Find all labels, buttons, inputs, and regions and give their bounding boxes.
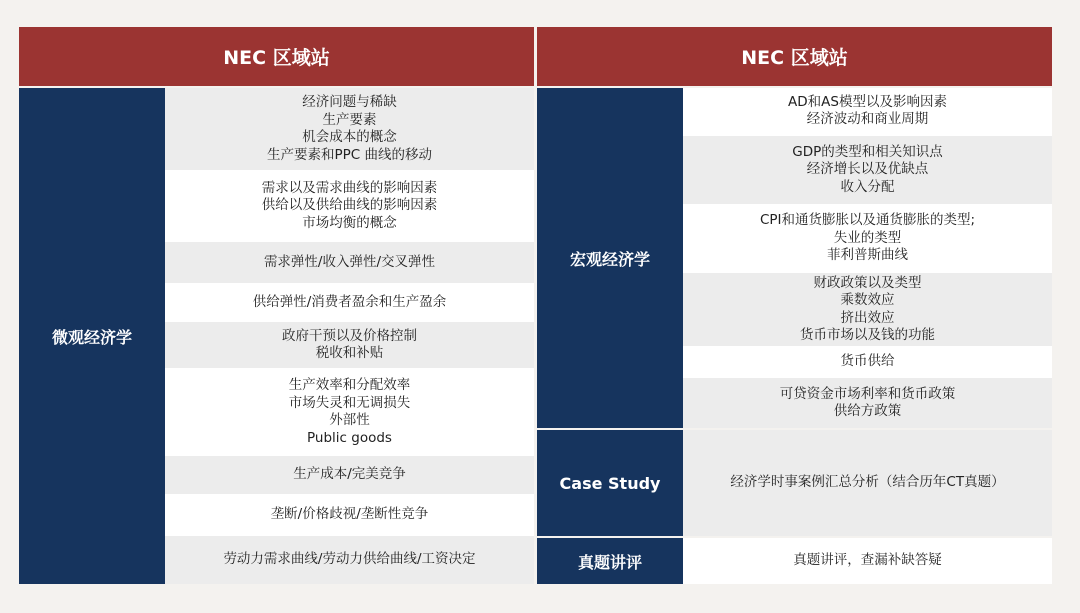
right-category-column [537,88,683,428]
row-line: 生产效率和分配效率 [288,377,411,393]
row-line: 税收和补贴 [315,345,384,361]
table-row [683,538,1052,584]
row-line: 真题讲评，查漏补缺答疑 [793,552,942,569]
case-study-section [537,430,1052,536]
row-line: 货币供给 [840,353,895,370]
table-row [165,496,534,536]
row-line: CPI和通货膨胀以及通货膨胀的类型; [759,212,976,229]
row-line: 可贷资金市场利率和货币政策 [779,385,956,402]
table-row [165,456,534,496]
row-line: 菲利普斯曲线 [827,247,908,264]
row-line: 收入分配 [840,178,895,195]
table-row [683,88,1052,136]
table-row [683,378,1052,428]
row-line: 财政政策以及类型 [813,274,922,291]
category-review: 真题讲评 [537,538,683,584]
table-row [165,172,534,242]
right-table [537,27,1052,584]
left-header: NEC 区域站 [19,27,534,86]
category-case-study: Case Study [537,430,683,536]
row-line: 机会成本的概念 [302,129,397,145]
row-line: 经济波动和商业周期 [806,111,929,127]
table-row [683,273,1052,348]
row-line: 生产要素和PPC 曲线的移动 [267,146,432,163]
row-line: 挤出效应 [840,309,895,326]
row-line: 经济增长以及优缺点 [806,161,929,178]
review-section [537,538,1052,584]
row-line: AD和AS模型以及影响因素 [788,93,947,110]
macro-section [537,88,1052,428]
table-row [683,206,1052,273]
table-row [165,242,534,285]
review-category-column [537,538,683,584]
row-line: Public goods [307,429,392,446]
table-row [165,370,534,456]
table-row [165,536,534,584]
table-row [683,136,1052,206]
case-category-column [537,430,683,536]
row-line: 市场失灵和无调损失 [288,394,411,411]
row-line: 生产成本/完美竞争 [293,466,406,483]
category-macro: 宏观经济学 [537,88,683,428]
row-line: 货币市场以及钱的功能 [800,327,935,343]
right-header: NEC 区域站 [537,27,1052,86]
macro-rows [683,88,1052,428]
left-category-column [19,88,165,584]
row-line: 供给以及供给曲线的影响因素 [261,197,438,214]
row-line: 外部性 [329,412,370,428]
left-body [19,88,534,584]
row-line: 供给弹性/消费者盈余和生产盈余 [252,293,447,310]
table-row [165,88,534,172]
row-line: 生产要素 [322,111,377,128]
case-rows [683,430,1052,536]
row-line: 劳动力需求曲线/劳动力供给曲线/工资决定 [223,551,476,568]
table-row [165,285,534,322]
row-line: 市场均衡的概念 [302,214,397,231]
row-line: 经济问题与稀缺 [302,94,397,110]
row-line: GDP的类型和相关知识点 [792,143,943,160]
row-line: 供给方政策 [833,403,902,419]
row-line: 政府干预以及价格控制 [282,327,417,344]
left-rows [165,88,534,584]
table-row [165,322,534,370]
review-rows [683,538,1052,584]
row-line: 垄断/价格歧视/垄断性竞争 [270,506,429,523]
left-table [19,27,534,584]
table-row [683,430,1052,536]
row-line: 失业的类型 [833,229,902,246]
row-line: 需求以及需求曲线的影响因素 [261,179,438,196]
row-line: 经济学时事案例汇总分析（结合历年CT真题） [730,474,1005,491]
category-micro: 微观经济学 [19,88,165,584]
table-row [683,348,1052,378]
row-line: 需求弹性/收入弹性/交叉弹性 [263,253,436,270]
row-line: 乘数效应 [840,292,895,308]
